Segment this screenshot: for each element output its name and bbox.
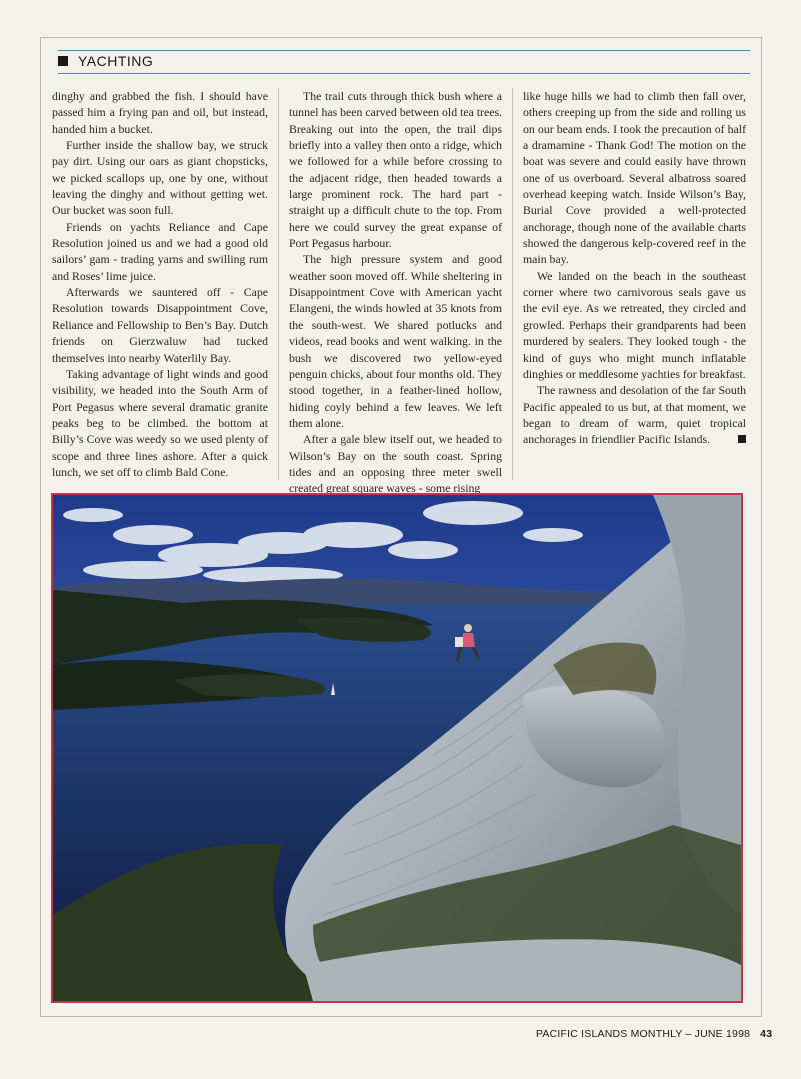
section-square-icon [58, 56, 68, 66]
paragraph: like huge hills we had to climb then fall over, others creeping up from the side and rolling us on our beam ends. I took the precaution of half a dramamine - Thank God! The motion on the boat was severe and could easily have thrown one of us overboard. Several albatross soared overhead keeping watch. Inside Wilson’s Bay, Burial Cove provided a well-protected anchorage, though none of the available charts showed the dangerous kelp-covered reef in the main bay. [523, 89, 746, 267]
article-column-3 [512, 88, 746, 480]
paragraph: We landed on the beach in the southeast corner where two carnivorous seals gave us the evil eye. As we retreated, they circled and growled. Perhaps their grandparents had been murdered by sealers. They looked tough - the kind of guys who might munch inflatable dinghies or meddlesome yachties for breakfast. [523, 268, 746, 381]
section-header [58, 50, 153, 72]
article-photo [51, 493, 743, 1003]
paragraph: After a gale blew itself out, we headed to Wilson’s Bay on the south coast. Spring tides and an opposing three meter swell created great square waves - some rising [289, 432, 502, 496]
publication-name: PACIFIC ISLANDS MONTHLY – JUNE 1998 [536, 1028, 751, 1040]
paragraph: Afterwards we sauntered off - Cape Resolution towards Disappointment Cove, Reliance and Fellowship to Ben’s Bay. Dutch friends on Gierzwaluw had tucked themselves into nearby Waterlily Bay. [52, 285, 268, 365]
paragraph: Further inside the shallow bay, we struck pay dirt. Using our oars as giant chopsticks, we picked scallops up, one by one, without leaving the dinghy and without getting wet. Our bucket was soon full. [52, 138, 268, 218]
paragraph: Taking advantage of light winds and good visibility, we headed into the South Arm of Port Pegasus where several dramatic granite peaks beg to be climbed. the bottom at Billy’s Cove was weedy so we used plenty of scope and three lines ashore. After a quick lunch, we set off to climb Bald Cone. [52, 366, 268, 479]
page-footer [536, 1028, 772, 1040]
paragraph: The trail cuts through thick bush where a tunnel has been carved between old tea trees. Breaking out into the open, the trail dips briefly into a valley then onto a ridge, which we followed for a while before crossing to the adjacent ridge, then headed towards a large prominent rock. The hard part - straight up a difficult chute to the top. From here we could survey the great expanse of Port Pegasus harbour. [289, 89, 502, 251]
paragraph: Friends on yachts Reliance and Cape Resolution joined us and we had a good old sailors’ gam - trading yarns and swilling rum and Roses’ lime juice. [52, 219, 268, 283]
article-column-2 [278, 88, 512, 496]
header-rule-bottom [58, 73, 750, 74]
article-column-1 [52, 88, 278, 480]
end-of-article-icon [738, 435, 746, 443]
paragraph [523, 382, 746, 447]
page-number: 43 [760, 1028, 773, 1040]
header-rule-top [58, 50, 750, 51]
paragraph: dinghy and grabbed the fish. I should have passed him a frying pan and oil, but instead, handed him a bucket. [52, 89, 268, 136]
photo-granite-peak-harbour [53, 495, 741, 1001]
section-title: YACHTING [78, 53, 154, 69]
article-body [52, 88, 746, 496]
paragraph-text: The rawness and desolation of the far South Pacific appealed to us but, at that moment, we began to dream of warm, quiet tropical anchorages in friendlier Pacific Islands. [523, 383, 746, 447]
paragraph: The high pressure system and good weather soon moved off. While sheltering in Disappointment Cove with American yacht Elangeni, the winds howled at 35 knots from the south-west. We shared potlucks and videos, read books and went walking. in the bush we discovered two yellow-eyed penguin chicks, about four months old. They stood together, in a feather-lined hollow, hiding coyly behind a few leaves. We left them alone. [289, 252, 502, 430]
